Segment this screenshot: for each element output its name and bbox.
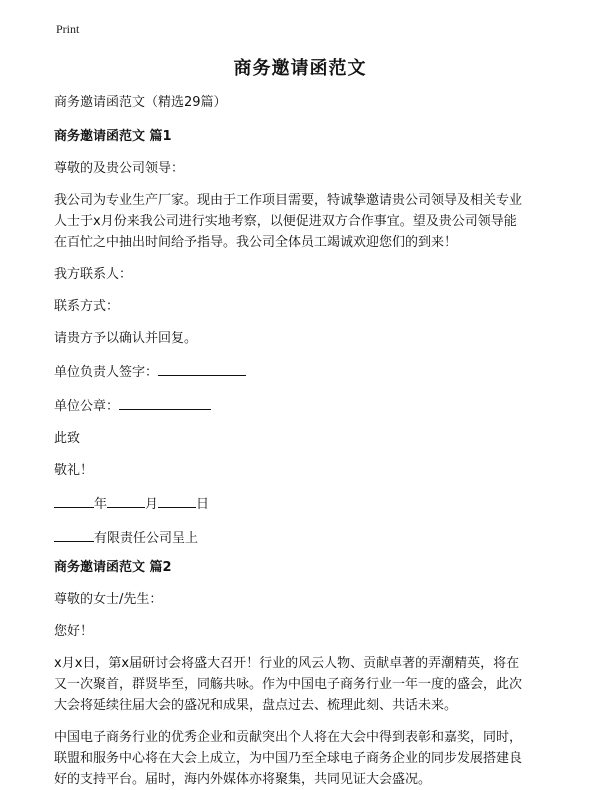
date-line xyxy=(54,492,554,515)
paragraph-line: 联盟和服务中心将在大会上成立，为中国乃至全球电子商务企业的同步发展搭建良 xyxy=(54,751,523,766)
paragraph-line: 在百忙之中抽出时间给予指导。我公司全体员工竭诚欢迎您们的到来！ xyxy=(54,235,458,250)
salutation-1: 尊敬的及贵公司领导： xyxy=(54,161,185,176)
paragraph-line: 大会将延续往届大会的盛况和成果，盘点过去、梳理此刻、共话未来。 xyxy=(54,698,458,713)
day-label: 日 xyxy=(196,497,210,512)
document-body xyxy=(54,92,554,790)
seal-blank xyxy=(119,394,211,410)
signature-blank xyxy=(158,360,246,376)
section-heading-1: 商务邀请函范文 篇1 xyxy=(54,129,172,144)
greeting: 您好！ xyxy=(54,624,94,639)
closing-line-1: 此致 xyxy=(54,431,81,446)
invitation-paragraph-1 xyxy=(54,190,554,253)
year-label: 年 xyxy=(94,497,108,512)
seal-label: 单位公章： xyxy=(54,399,120,414)
contact-method-label: 联系方式： xyxy=(54,299,120,314)
invitation-paragraph-3 xyxy=(54,727,554,790)
paragraph-line: 我公司为专业生产厂家。现由于工作项目需要，特诚挚邀请贵公司领导及相关专业 xyxy=(54,193,523,208)
paragraph-line: 中国电子商务行业的优秀企业和贡献突出个人将在大会中得到表彰和嘉奖，同时， xyxy=(54,730,523,745)
day-blank xyxy=(158,492,196,508)
paragraph-line: x月x日，第x届研讨会将盛大召开！行业的风云人物、贡献卓著的弄潮精英，将在 xyxy=(54,656,520,671)
print-label: Print xyxy=(56,22,80,36)
seal-line xyxy=(54,394,554,417)
invitation-paragraph-2 xyxy=(54,653,554,716)
paragraph-line: 人士于x月份来我公司进行实地考察，以便促进双方合作事宜。望及贵公司领导能 xyxy=(54,214,517,229)
signature-line xyxy=(54,360,554,383)
section-heading-2: 商务邀请函范文 篇2 xyxy=(54,560,172,575)
paragraph-line: 又一次聚首，群贤毕至，同觞共咏。作为中国电子商务行业一年一度的盛会，此次 xyxy=(54,677,523,692)
company-suffix: 有限责任公司呈上 xyxy=(94,531,199,546)
month-label: 月 xyxy=(145,497,159,512)
signature-label: 单位负责人签字： xyxy=(54,365,159,380)
company-sign-line xyxy=(54,526,554,549)
paragraph-line: 好的支持平台。届时，海内外媒体亦将聚集，共同见证大会盛况。 xyxy=(54,772,432,787)
month-blank xyxy=(107,492,145,508)
salutation-2: 尊敬的女士/先生： xyxy=(54,592,163,607)
company-blank xyxy=(54,526,94,542)
year-blank xyxy=(54,492,94,508)
confirm-request: 请贵方予以确认并回复。 xyxy=(54,331,198,346)
contact-person-label: 我方联系人： xyxy=(54,267,133,282)
closing-line-2: 敬礼！ xyxy=(54,463,94,478)
document-subtitle: 商务邀请函范文（精选29篇） xyxy=(54,95,227,110)
page-title: 商务邀请函范文 xyxy=(233,58,367,79)
